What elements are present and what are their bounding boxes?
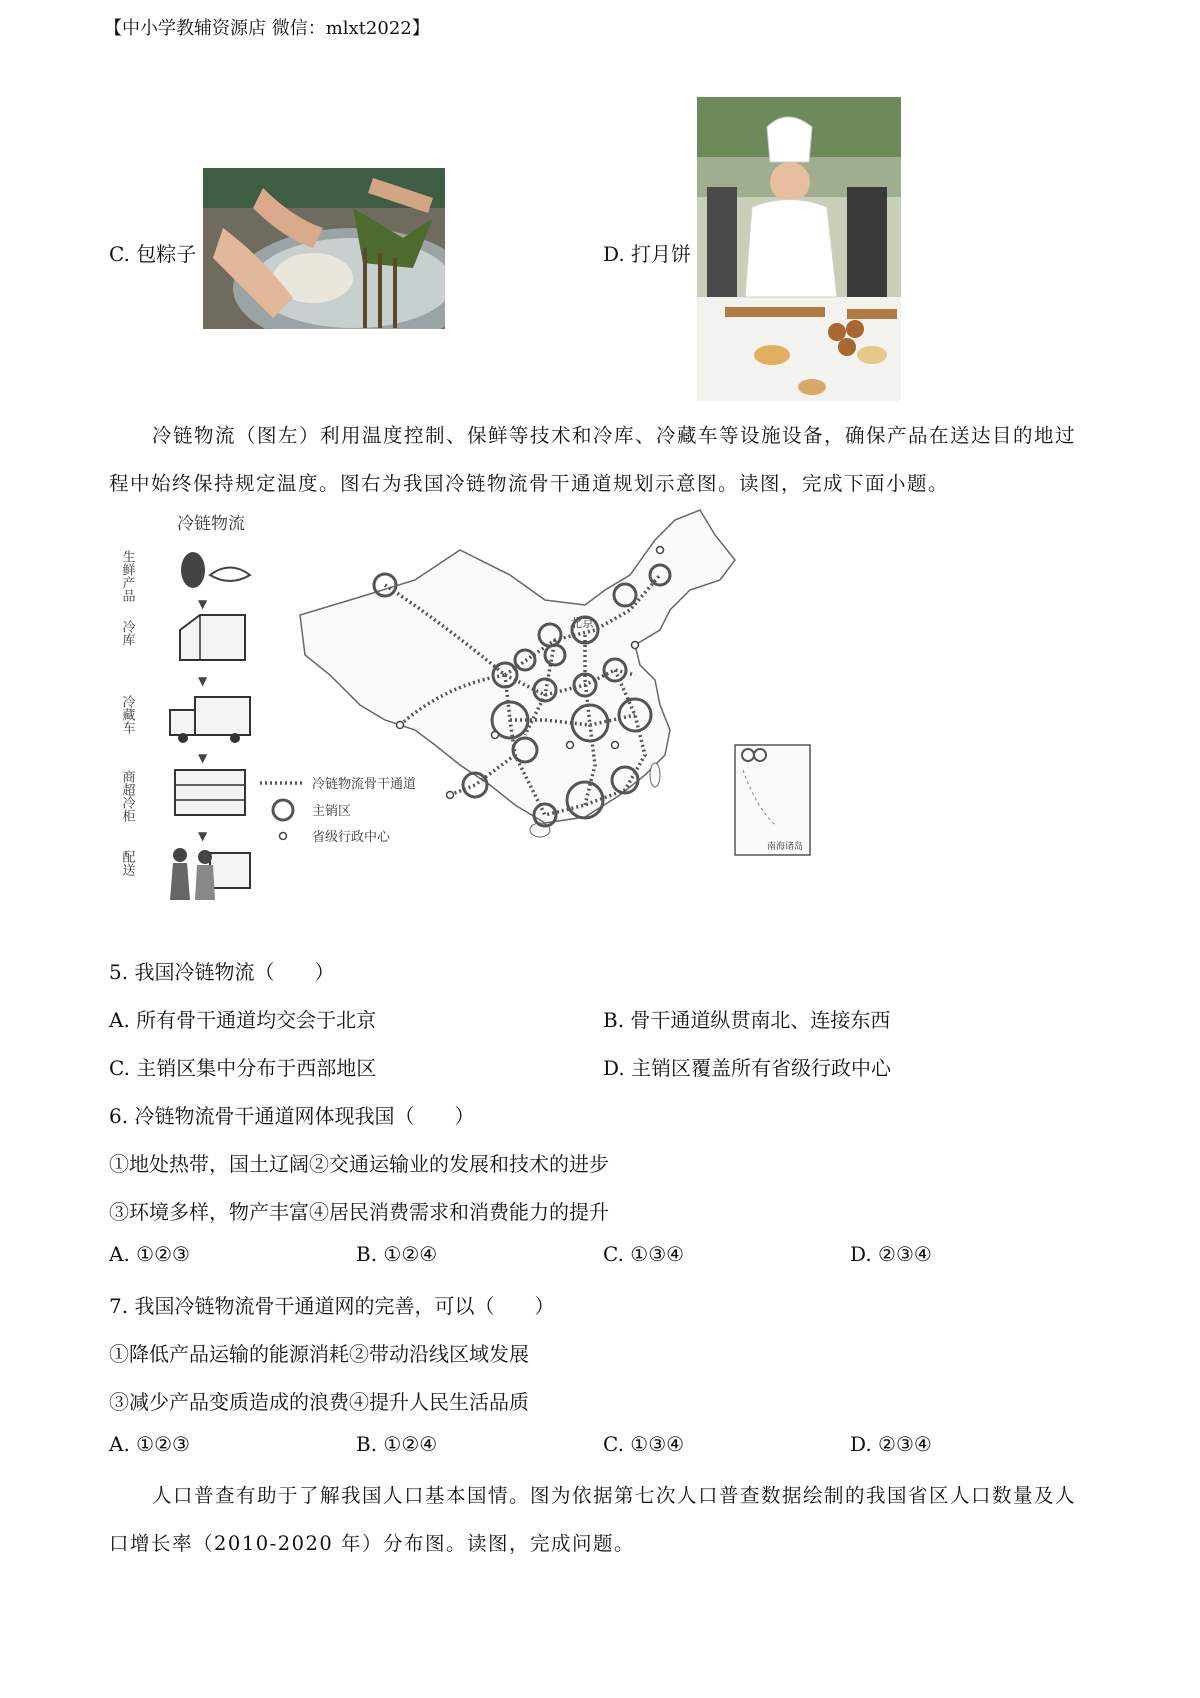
q5-option-c[interactable]: C. 主销区集中分布于西部地区: [109, 1056, 377, 1080]
q7-option-a[interactable]: A. ①②③: [109, 1432, 190, 1456]
chain-step-5: 配送: [119, 850, 135, 876]
inset-label: 南海诸岛: [767, 842, 804, 852]
map-label-beijing: 北京: [570, 616, 595, 630]
intro2-line1: 人口普查有助于了解我国人口基本国情。图为依据第七次人口普查数据绘制的我国省区人口数量及人: [152, 1484, 1077, 1507]
q6-statement-1: ①地处热带，国土辽阔②交通运输业的发展和技术的进步: [109, 1152, 609, 1176]
chain-step-1: 生鲜产品: [119, 550, 135, 602]
svg-text:▼: ▼: [198, 674, 208, 688]
svg-text:▼: ▼: [198, 597, 208, 611]
legend-corridor: 冷链物流骨干通道: [312, 777, 417, 792]
option-c-label: C. 包粽子: [109, 242, 197, 266]
q6-option-c[interactable]: C. ①③④: [603, 1242, 685, 1266]
q5-option-d[interactable]: D. 主销区覆盖所有省级行政中心: [603, 1056, 892, 1080]
chain-step-2: 冷库: [119, 620, 135, 646]
svg-text:▼: ▼: [198, 829, 208, 843]
q7-statement-1: ①降低产品运输的能源消耗②带动沿线区域发展: [109, 1342, 529, 1366]
q6-option-d[interactable]: D. ②③④: [850, 1242, 932, 1266]
q5-stem: 5. 我国冷链物流（ ）: [109, 960, 335, 984]
zongzi-photo: [203, 168, 445, 329]
q7-option-c[interactable]: C. ①③④: [603, 1432, 685, 1456]
q6-stem: 6. 冷链物流骨干通道网体现我国（ ）: [109, 1104, 475, 1128]
q7-statement-2: ③减少产品变质造成的浪费④提升人民生活品质: [109, 1390, 529, 1414]
svg-text:▼: ▼: [198, 751, 208, 765]
cold-chain-figure: [115, 505, 815, 935]
q5-option-a[interactable]: A. 所有骨干通道均交会于北京: [109, 1008, 377, 1032]
q7-option-b[interactable]: B. ①②④: [356, 1432, 438, 1456]
mooncake-photo: [697, 97, 901, 401]
q6-option-a[interactable]: A. ①②③: [109, 1242, 190, 1266]
chain-step-3: 冷藏车: [119, 695, 135, 734]
intro1-line2: 程中始终保持规定温度。图右为我国冷链物流骨干通道规划示意图。读图，完成下面小题。: [109, 472, 950, 495]
intro1-line1: 冷链物流（图左）利用温度控制、保鲜等技术和冷库、冷藏车等设施设备，确保产品在送达目的地过: [152, 424, 1077, 447]
q6-option-b[interactable]: B. ①②④: [356, 1242, 438, 1266]
q7-option-d[interactable]: D. ②③④: [850, 1432, 932, 1456]
chain-step-4: 商超冷柜: [119, 770, 135, 822]
chain-title: 冷链物流: [177, 514, 245, 534]
legend-provincial-center: 省级行政中心: [312, 830, 391, 845]
q7-stem: 7. 我国冷链物流骨干通道网的完善，可以（ ）: [109, 1294, 555, 1318]
option-d-label: D. 打月饼: [603, 242, 692, 266]
legend-main-sales: 主销区: [312, 804, 352, 819]
intro2-line2: 口增长率（2010-2020 年）分布图。读图，完成问题。: [109, 1532, 636, 1555]
q5-option-b[interactable]: B. 骨干通道纵贯南北、连接东西: [603, 1008, 891, 1032]
q6-statement-2: ③环境多样，物产丰富④居民消费需求和消费能力的提升: [109, 1200, 609, 1224]
page-header: 【中小学教辅资源店 微信：mlxt2022】: [104, 18, 430, 39]
